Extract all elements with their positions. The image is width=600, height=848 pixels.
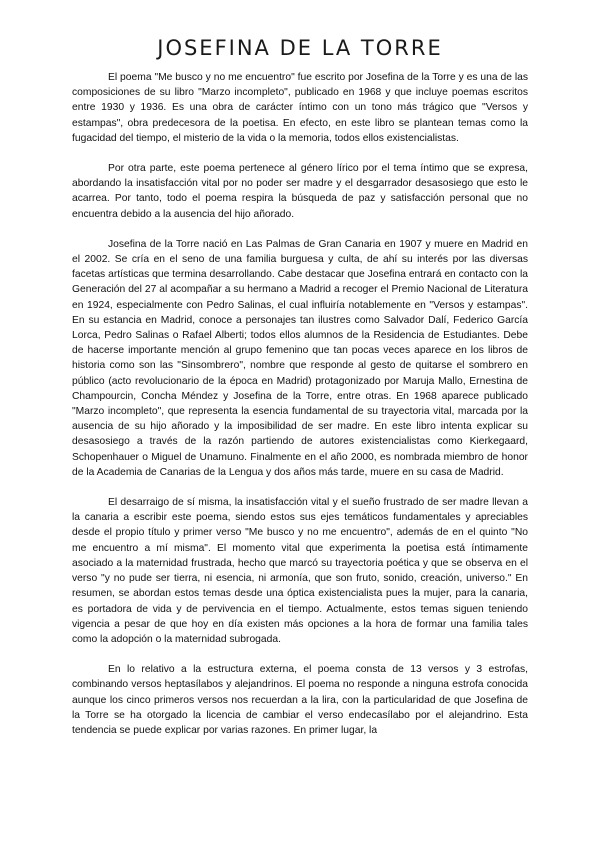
paragraph-genre: Por otra parte, este poema pertenece al género lírico por el tema íntimo que se expresa, abordando la insatisfacción vital por no poder ser madre y el desgarrador desasosiego que esto le acarrea. Por tanto, todo el poema respira la búsqueda de paz y satisfacción personal que no encuentra debido a la ausencia del hijo añorado. <box>72 163 528 220</box>
paragraph-structure: En lo relativo a la estructura externa, el poema consta de 13 versos y 3 estrofas, combinando versos heptasílabos y alejandrinos. El poema no responde a ninguna estrofa conocida aunque los cinco primeros versos nos recuerdan a la lira, con la particularidad de que Josefina de la Torre se ha otorgado la licencia de cambiar el verso endecasílabo por el alejandrino. Esta tendencia se puede explicar por varias razones. En primer lugar, la <box>72 664 528 736</box>
paragraph-biography: Josefina de la Torre nació en Las Palmas de Gran Canaria en 1907 y muere en Madrid en el 2002. Se cría en el seno de una familia burguesa y culta, de ahí su interés por las diversas facetas artísticas que termina desarrollando. Cabe destacar que Josefina entrará en contacto con la Generación del 27 al acompañar a su hermano a Madrid a recoger el Premio Nacional de Literatura en 1924, especialmente con Pedro Salinas, el cual influiría notablemente en "Versos y estampas". En su estancia en Madrid, conoce a personajes tan ilustres como Salvador Dalí, Federico García Lorca, Pedro Salinas o Rafael Alberti; todos ellos alumnos de la Residencia de Estudiantes. Debe de hacerse importante mención al grupo femenino que tan pocas veces aparece en los libros de historia como son las "Sinsombrero", nombre que responde al gesto de quitarse el sombrero en público (acto revolucionario de la época en Madrid) protagonizado por Maruja Mallo, Ernestina de Champourcin, Concha Méndez y Josefina de la Torre, entre otras. En 1968 aparece publicado "Marzo incompleto", que representa la esencia fundamental de su trayectoria vital, marcada por la ausencia de su hijo añorado y la imposibilidad de ser madre. En este libro intenta explicar su desasosiego a través de la razón partiendo de autores existencialistas como Kierkegaard, Schopenhauer o Miguel de Unamuno. Finalmente en el año 2000, es nombrada miembro de honor de la Academia de Canarias de la Lengua y dos años más tarde, muere en su casa de Madrid. <box>72 238 528 478</box>
page-title: JOSEFINA DE LA TORRE <box>157 36 443 60</box>
paragraph-themes: El desarraigo de sí misma, la insatisfacción vital y el sueño frustrado de ser madre llevan a la canaria a escribir este poema, siendo estos sus ejes temáticos fundamentales y apreciables desde el propio título y primer verso "Me busco y no me encuentro", además de en el quinto "No me encuentro a mí misma". El momento vital que experimenta la poetisa está íntimamente asociado a la maternidad frustrada, hecho que marcó su trayectoria poética y que se observa en el verso "y no pude ser tierra, ni esencia, ni armonía, que son fruto, sonido, creación, universo." En resumen, se abordan estos temas desde una óptica existencialista pues la mujer, para la canaria, es portadora de vida y de pervivencia en el tiempo. Actualmente, estos temas siguen teniendo vigencia a pesar de que hoy en día existen más opciones a la hora de formar una familia tales como la adopción o la maternidad subrogada. <box>72 497 528 645</box>
document-body <box>72 70 528 753</box>
paragraph-intro: El poema "Me busco y no me encuentro" fue escrito por Josefina de la Torre y es una de las composiciones de su libro "Marzo incompleto", publicado en 1968 y que incluye poemas escritos entre 1930 y 1936. Es una obra de carácter íntimo con un tono más trágico que "Versos y estampas", obra predecesora de la poetisa. En efecto, en este libro se plantean temas como la fugacidad del tiempo, el misterio de la vida o la memoria, todos ellos existencialistas. <box>72 72 528 144</box>
